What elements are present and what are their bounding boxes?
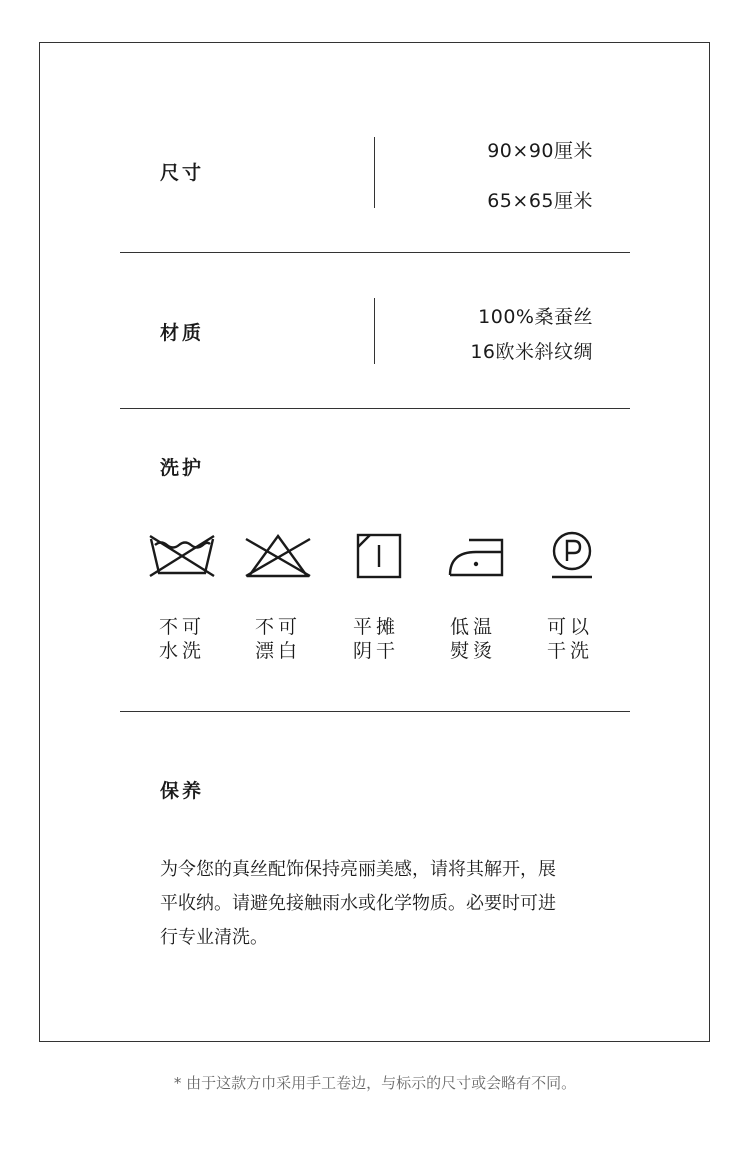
size-divider	[374, 137, 375, 208]
care-text-do-not-bleach: 不可 漂白	[254, 616, 301, 662]
material-label: 材质	[160, 322, 205, 344]
section-separator	[120, 711, 630, 712]
maintenance-paragraph: 为令您的真丝配饰保持亮丽美感，请将其解开，展 平收纳。请避免接触雨水或化学物质。必要时可进 行专业清洗。	[160, 859, 556, 948]
size-value-large: 90×90厘米	[487, 140, 593, 162]
care-text-do-not-wash: 不可 水洗	[158, 616, 205, 662]
material-weave: 16欧米斜纹绸	[470, 341, 593, 363]
footnote: * 由于这款方巾采用手工卷边，与标示的尺寸或会略有不同。	[173, 1074, 577, 1092]
iron-low-heat-icon	[441, 530, 511, 582]
care-label: 洗护	[160, 457, 205, 479]
dry-clean-p-icon	[537, 530, 607, 582]
size-value-small: 65×65厘米	[487, 190, 593, 212]
care-text-iron-low: 低温 熨烫	[449, 616, 496, 662]
do-not-bleach-icon	[243, 530, 313, 582]
maintenance-label: 保养	[160, 780, 205, 802]
care-text-dry-clean: 可以 干洗	[546, 616, 593, 662]
material-fiber: 100%桑蚕丝	[478, 306, 593, 328]
care-text-dry-flat: 平摊 阴干	[352, 616, 399, 662]
material-divider	[374, 298, 375, 364]
dry-flat-in-shade-icon	[343, 530, 413, 582]
do-not-wash-icon	[147, 530, 217, 582]
size-label: 尺寸	[160, 162, 205, 184]
section-separator	[120, 252, 630, 253]
section-separator	[120, 408, 630, 409]
